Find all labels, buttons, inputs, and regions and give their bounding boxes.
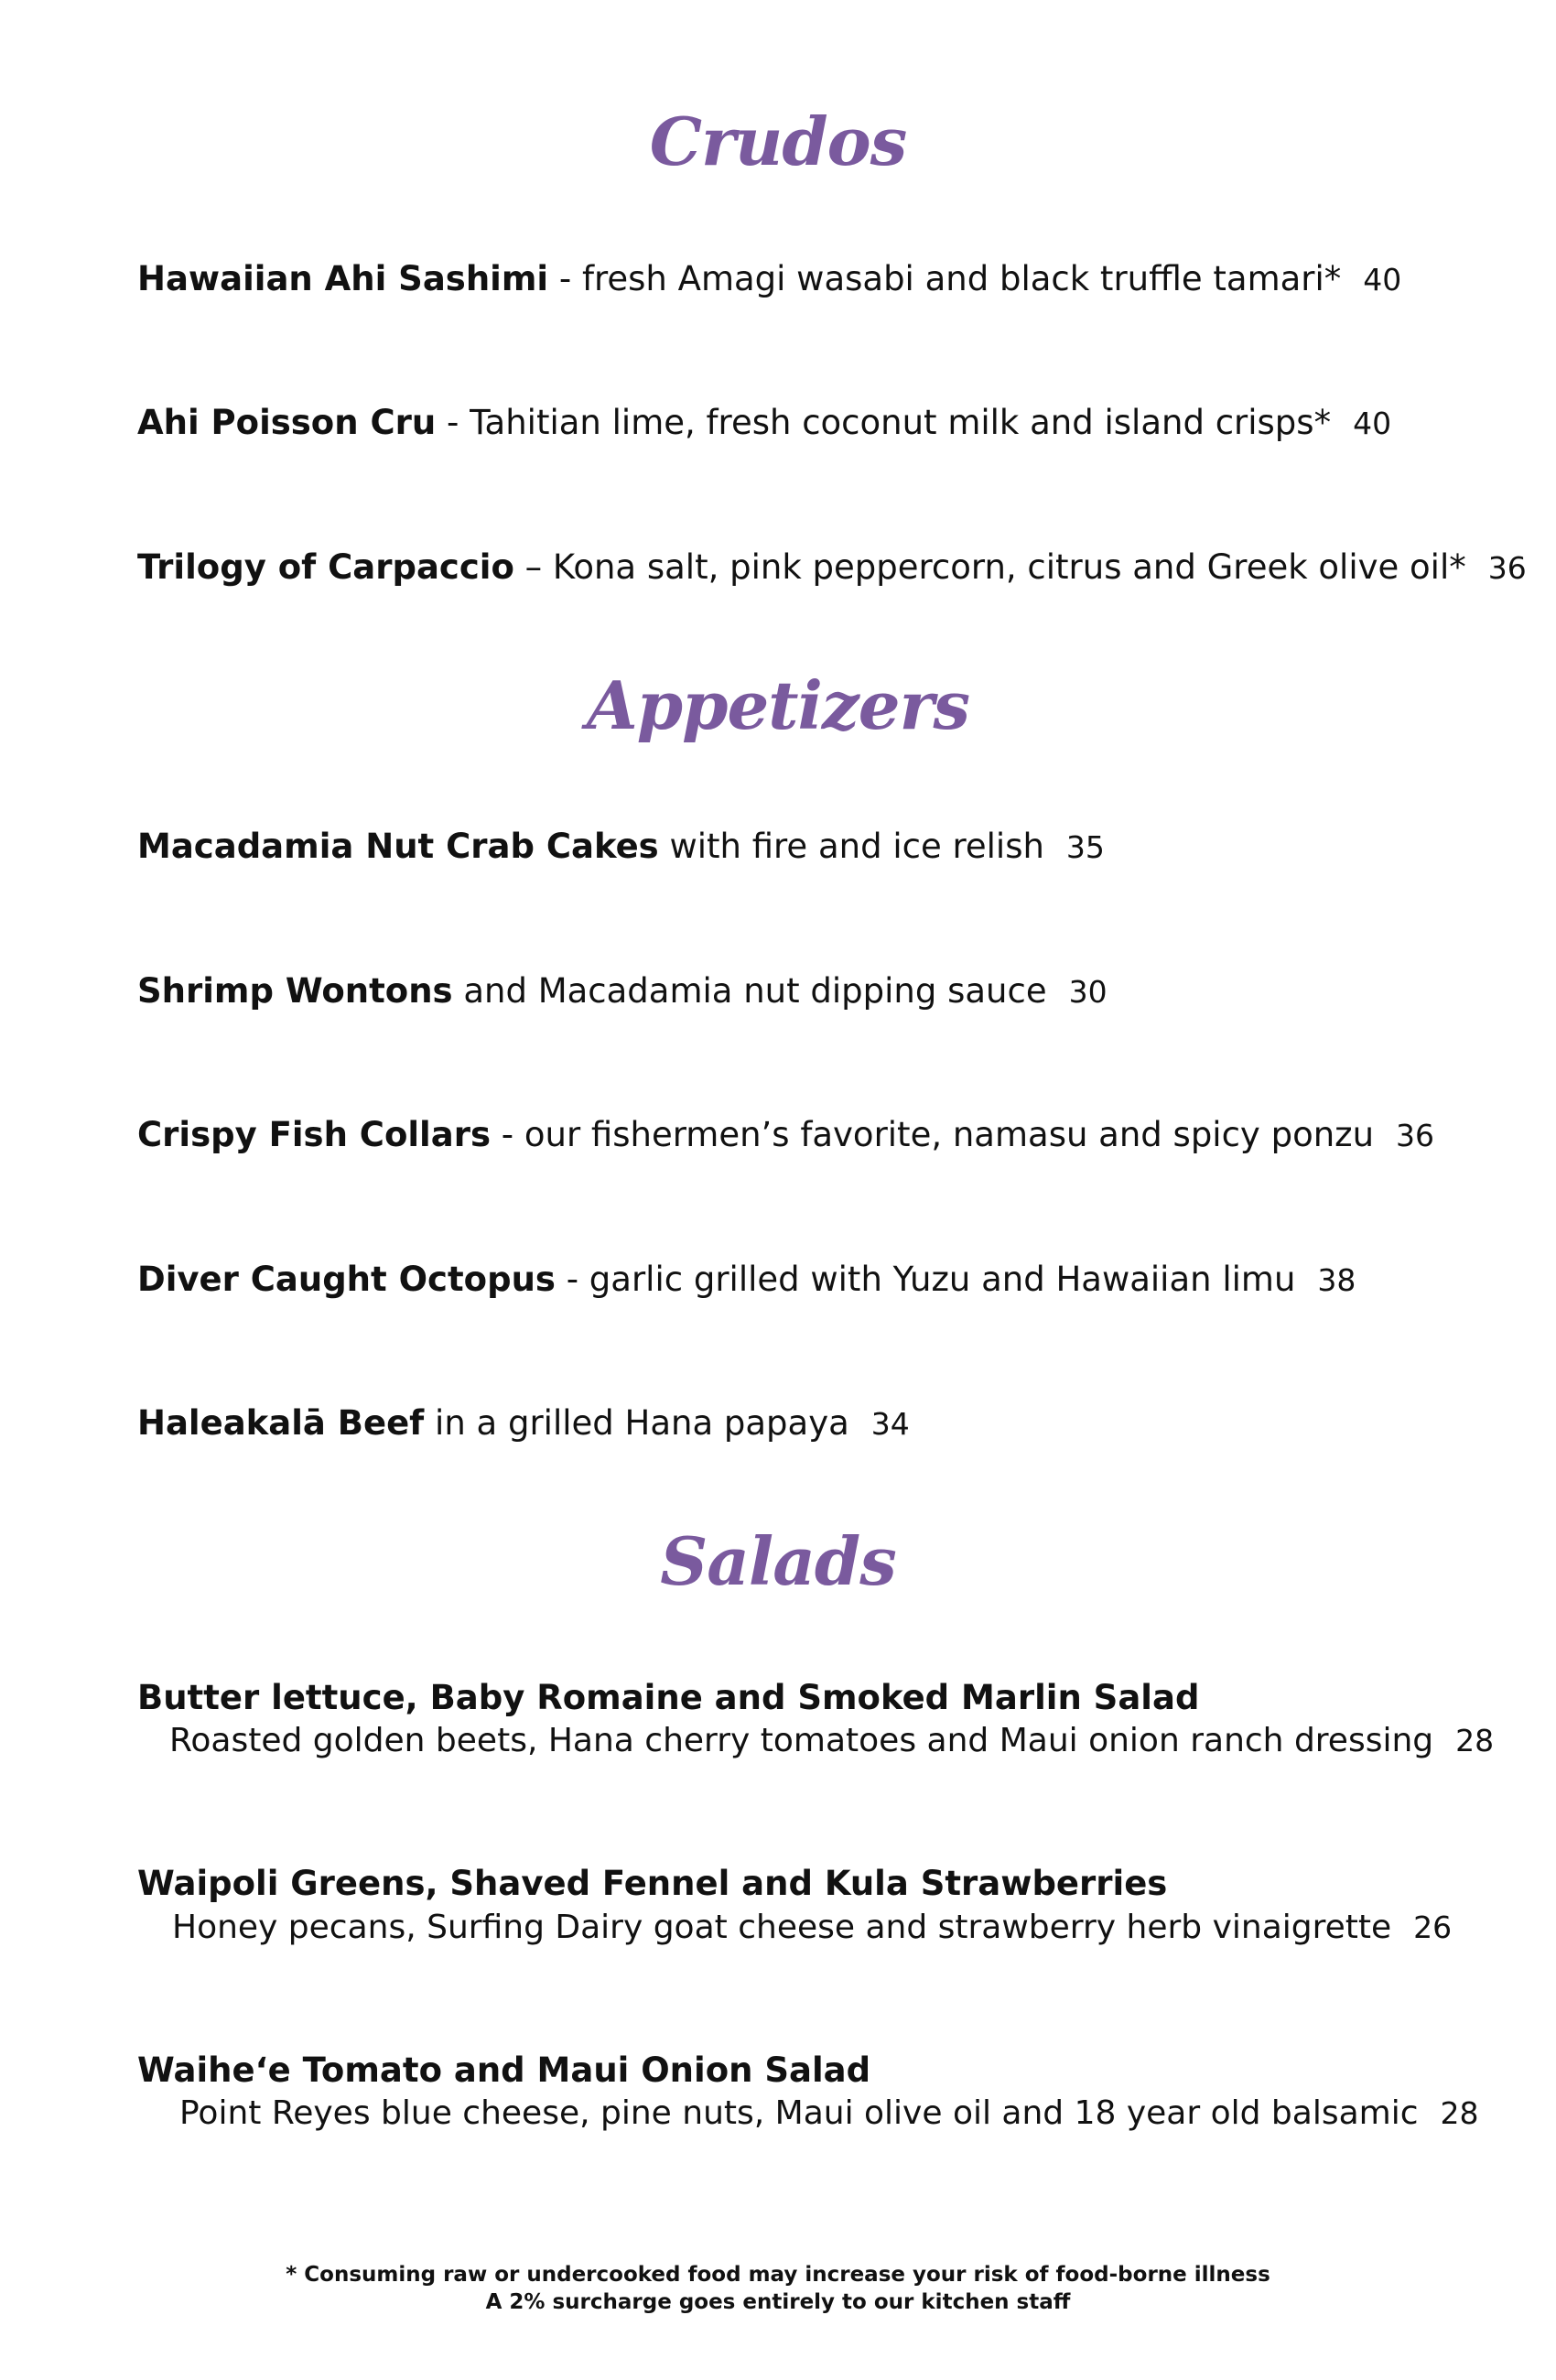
item-price: 38 — [1317, 1262, 1356, 1298]
item-price: 40 — [1363, 262, 1402, 298]
menu-item — [137, 1115, 1434, 1154]
menu-item — [137, 1403, 910, 1443]
item-price: 36 — [1396, 1118, 1435, 1153]
item-name: Trilogy of Carpaccio — [137, 547, 514, 587]
item-description: and Macadamia nut dipping sauce — [452, 971, 1047, 1011]
item-description: – Kona salt, pink peppercorn, citrus and Greek olive oil* — [513, 547, 1466, 587]
menu-item — [137, 971, 1108, 1011]
item-name: Haleakalā Beef — [137, 1403, 425, 1443]
item-description: Roasted golden beets, Hana cherry tomatoes and Maui onion ranch dressing — [169, 1722, 1434, 1759]
item-description: - fresh Amagi wasabi and black truffle tamari* — [548, 259, 1342, 298]
item-description: - our fishermen’s favorite, namasu and spicy ponzu — [490, 1115, 1375, 1154]
salad-item-description — [169, 1722, 1494, 1759]
item-price: 34 — [870, 1406, 910, 1442]
menu-item — [137, 403, 1391, 442]
section-heading-salads: Salads — [660, 1522, 896, 1600]
section-heading-crudos: Crudos — [649, 103, 907, 180]
item-price: 36 — [1487, 550, 1527, 586]
item-name: Ahi Poisson Cru — [137, 403, 437, 442]
item-price: 30 — [1068, 974, 1108, 1010]
item-name: Crispy Fish Collars — [137, 1115, 491, 1154]
item-price: 26 — [1413, 1909, 1453, 1945]
item-name: Shrimp Wontons — [137, 971, 453, 1011]
item-price: 28 — [1455, 1723, 1495, 1758]
menu-item — [137, 1260, 1356, 1299]
section-heading-appetizers: Appetizers — [586, 666, 970, 744]
menu-item — [137, 259, 1401, 298]
item-name: Hawaiian Ahi Sashimi — [137, 259, 549, 298]
menu-item — [137, 547, 1527, 587]
item-description: - Tahitian lime, fresh coconut milk and island crisps* — [436, 403, 1332, 442]
salad-item-name: Butter lettuce, Baby Romaine and Smoked Marlin Salad — [137, 1678, 1200, 1717]
salad-item-description — [172, 1909, 1452, 1946]
item-description: Honey pecans, Surfing Dairy goat cheese and strawberry herb vinaigrette — [172, 1909, 1392, 1946]
salad-item-name: Waipoli Greens, Shaved Fennel and Kula Strawberries — [137, 1864, 1168, 1903]
item-description: with fire and ice relish — [658, 827, 1044, 866]
footer-surcharge-note: A 2% surcharge goes entirely to our kitchen staff — [485, 2290, 1071, 2314]
menu-item — [137, 827, 1105, 866]
footer-raw-food-warning: * Consuming raw or undercooked food may increase your risk of food-borne illness — [286, 2263, 1270, 2287]
item-price: 28 — [1440, 2095, 1479, 2131]
item-name: Macadamia Nut Crab Cakes — [137, 827, 659, 866]
salad-item-name: Waihe‘e Tomato and Maui Onion Salad — [137, 2050, 871, 2090]
salad-item-description — [179, 2094, 1479, 2132]
item-price: 40 — [1353, 406, 1392, 441]
item-name: Diver Caught Octopus — [137, 1260, 556, 1299]
item-description: Point Reyes blue cheese, pine nuts, Maui olive oil and 18 year old balsamic — [179, 2094, 1419, 2132]
item-description: in a grilled Hana papaya — [424, 1403, 849, 1443]
footer-notice — [0, 2261, 1556, 2316]
item-description: - garlic grilled with Yuzu and Hawaiian limu — [555, 1260, 1296, 1299]
item-price: 35 — [1065, 829, 1105, 865]
